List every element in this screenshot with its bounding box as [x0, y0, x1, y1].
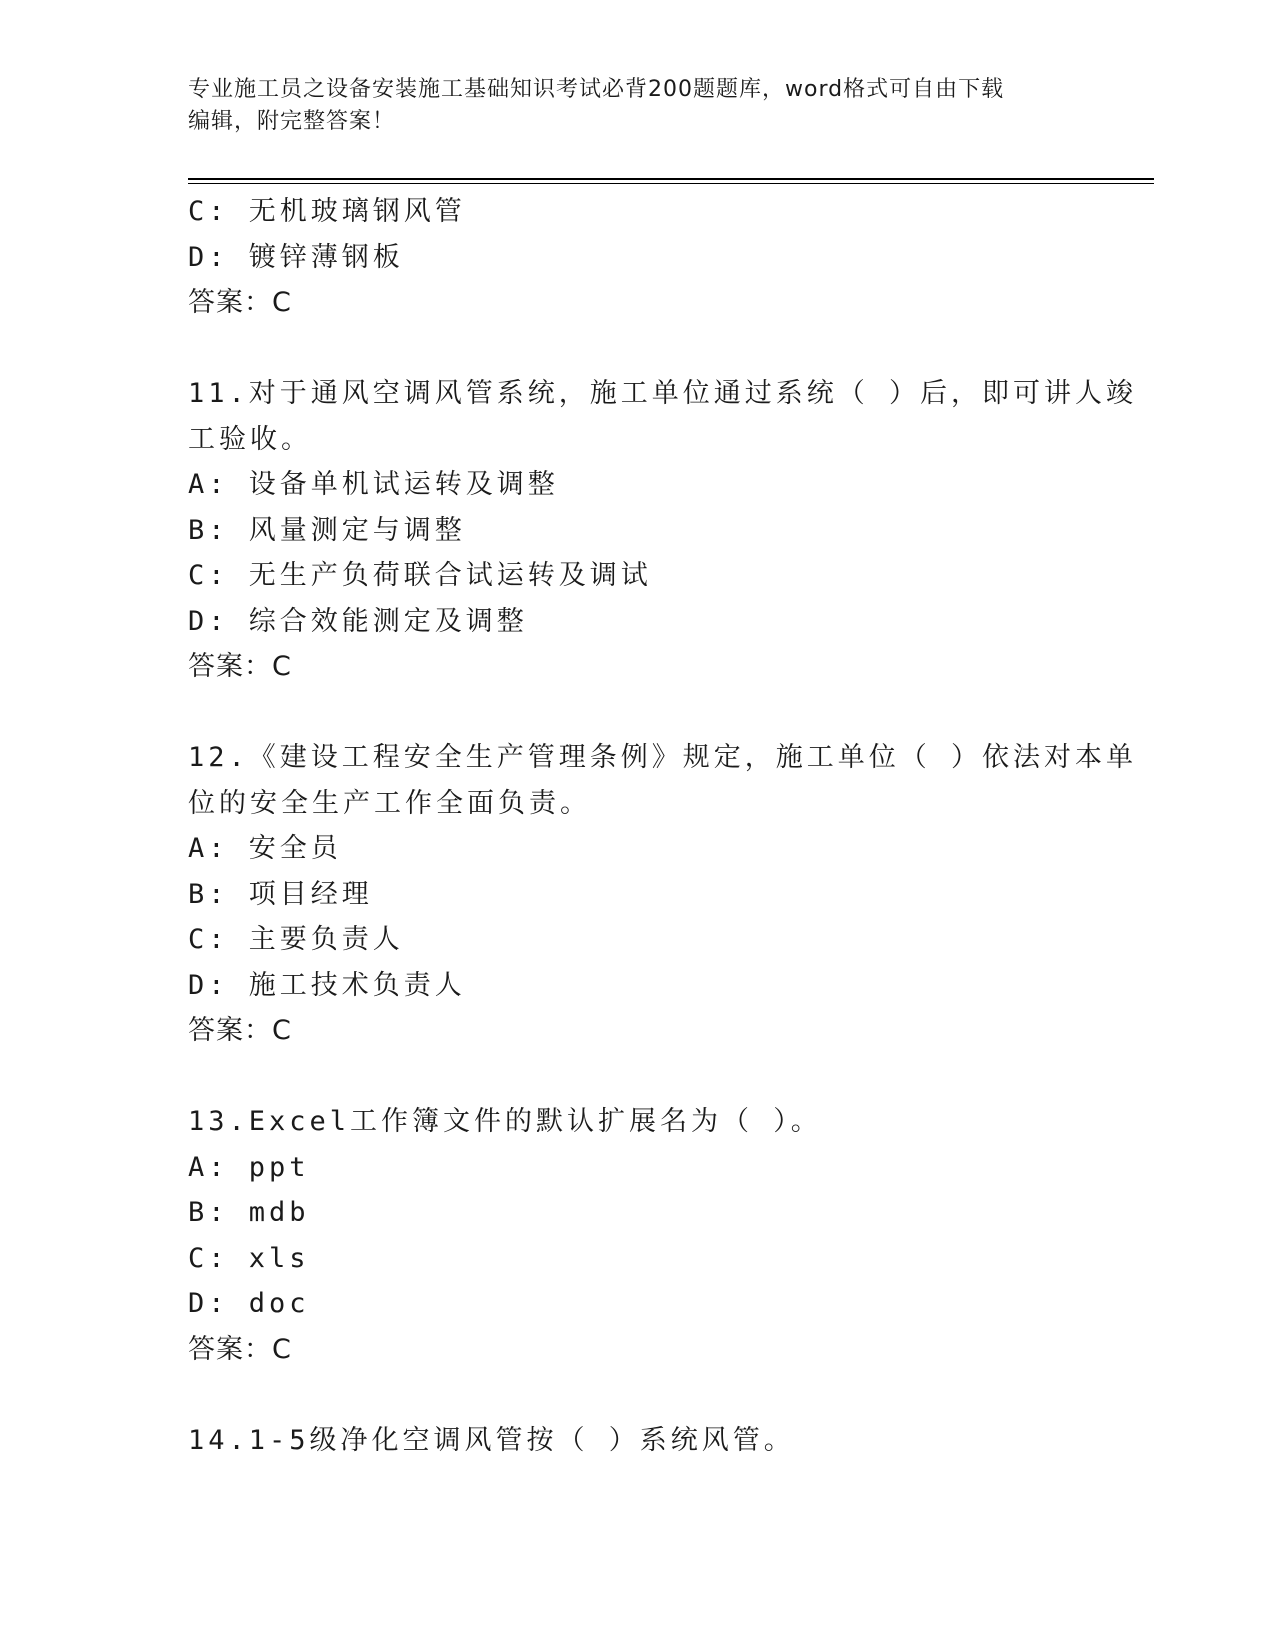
- header-line-2: 编辑，附完整答案！: [188, 109, 396, 134]
- option-c: C: 无机玻璃钢风管: [188, 196, 466, 227]
- option-b: B: 项目经理: [188, 878, 373, 910]
- header-line-1: 专业施工员之设备安装施工基础知识考试必背200题题库，word格式可自由下载: [188, 77, 1005, 102]
- document-header: [188, 74, 1088, 138]
- question-10-tail: [188, 189, 1088, 326]
- option-a: A: ppt: [188, 1151, 310, 1183]
- option-b: B: mdb: [188, 1197, 310, 1228]
- answer-line: 答案：C: [188, 1333, 292, 1365]
- answer-line: 答案：C: [188, 1015, 292, 1046]
- question-stem: 工验收。: [188, 423, 312, 455]
- question-11: [188, 371, 1138, 690]
- option-a: A: 安全员: [188, 833, 342, 864]
- answer-line: 答案：C: [188, 651, 292, 682]
- question-stem: 14.1-5级净化空调风管按（ ）系统风管。: [188, 1424, 795, 1456]
- question-stem: 11.对于通风空调风管系统，施工单位通过系统（ ）后，即可讲人竣: [188, 378, 1138, 409]
- question-stem: 12.《建设工程安全生产管理条例》规定，施工单位（ ）依法对本单: [188, 742, 1138, 773]
- option-d: D: 施工技术负责人: [188, 969, 466, 1001]
- option-d: D: 综合效能测定及调整: [188, 605, 528, 637]
- option-d: D: 镀锌薄钢板: [188, 241, 404, 273]
- question-stem: 位的安全生产工作全面负责。: [188, 787, 591, 819]
- question-stem: 13.Excel工作簿文件的默认扩展名为（ ）。: [188, 1106, 822, 1137]
- option-c: C: 无生产负荷联合试运转及调试: [188, 560, 652, 591]
- option-b: B: 风量测定与调整: [188, 514, 466, 546]
- option-c: C: xls: [188, 1242, 310, 1274]
- question-13: [188, 1099, 1088, 1372]
- header-divider-thin: [188, 183, 1154, 184]
- answer-line: 答案：C: [188, 287, 292, 318]
- question-12: [188, 735, 1138, 1054]
- header-divider-thick: [188, 178, 1154, 180]
- document-body: [188, 189, 1138, 1463]
- option-c: C: 主要负责人: [188, 924, 404, 955]
- option-a: A: 设备单机试运转及调整: [188, 469, 559, 500]
- option-d: D: doc: [188, 1288, 310, 1319]
- question-14: [188, 1418, 1088, 1464]
